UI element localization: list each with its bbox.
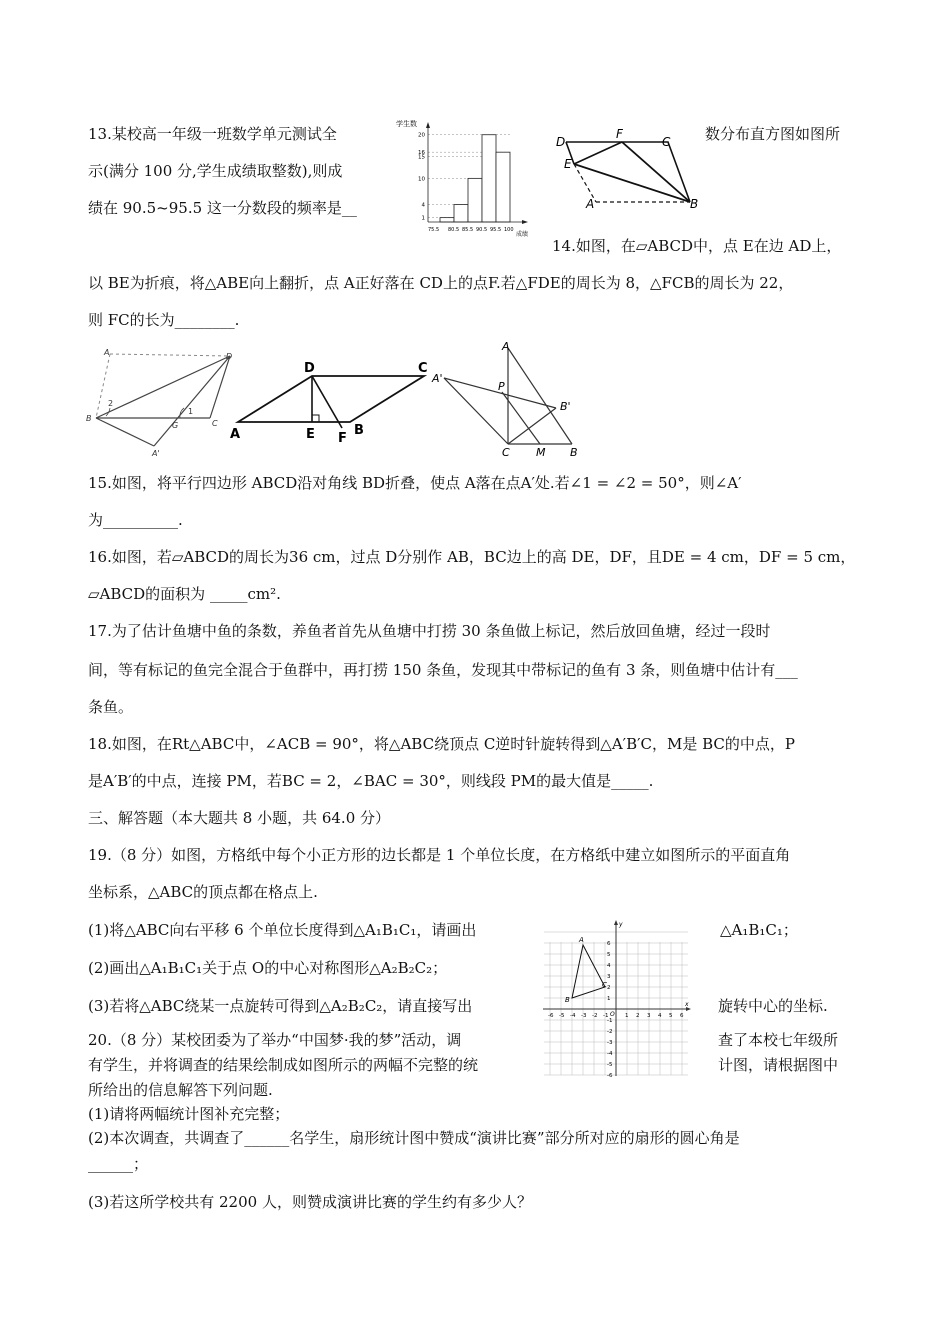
fig16-label-A: A bbox=[230, 427, 241, 442]
hist-bar bbox=[496, 152, 510, 222]
triangle-abc bbox=[572, 945, 605, 998]
grid-ytick-label: -4 bbox=[607, 1051, 613, 1057]
grid-ytick-label: 4 bbox=[607, 963, 611, 969]
grid-ytick-label: 6 bbox=[607, 941, 611, 947]
fig18-label-C: C bbox=[502, 446, 510, 459]
q20-line3: 所给出的信息解答下列问题. bbox=[88, 1081, 273, 1099]
hist-xtick-label: 75.5 bbox=[428, 227, 440, 233]
fig18-label-A: A bbox=[502, 340, 510, 353]
q13-line3: 绩在 90.5~95.5 这一分数段的频率是__ bbox=[88, 199, 357, 217]
grid-xtick-label: -6 bbox=[548, 1013, 554, 1019]
q20-line1: 20.（8 分）某校团委为了举办“中国梦·我的梦”活动，调 bbox=[88, 1031, 462, 1049]
grid-ytick-label: 3 bbox=[607, 974, 611, 980]
q20-part2: (2)本次调查，共调查了______名学生，扇形统计图中赞成“演讲比赛”部分所对应的扇形的圆心角是 bbox=[88, 1129, 740, 1147]
q20-line1-right: 查了本校七年级所 bbox=[718, 1031, 839, 1049]
figure-15 bbox=[84, 346, 244, 458]
grid-xtick-label: 4 bbox=[658, 1013, 662, 1019]
section-3-heading: 三、解答题（本大题共 8 小题，共 64.0 分） bbox=[88, 809, 391, 827]
grid-xtick-label: 2 bbox=[636, 1013, 640, 1019]
q16-line2: ▱ABCD的面积为 _____cm². bbox=[88, 585, 281, 603]
fig18-label-Ap: A' bbox=[432, 372, 443, 385]
hist-ytick-label: 15 bbox=[418, 154, 425, 161]
hist-ytick-label: 10 bbox=[418, 176, 425, 183]
grid-ytick-label: -2 bbox=[607, 1029, 613, 1035]
histogram-chart bbox=[388, 114, 538, 244]
grid-xtick-label: 3 bbox=[647, 1013, 651, 1019]
q20-part2b: ______； bbox=[88, 1155, 149, 1173]
grid-xtick-label: -2 bbox=[592, 1013, 598, 1019]
grid-y-arrow bbox=[614, 920, 618, 925]
q19-part2: (2)画出△A₁B₁C₁关于点 O的中心对称图形△A₂B₂C₂； bbox=[88, 959, 448, 977]
grid-ytick-label: 1 bbox=[607, 996, 611, 1002]
grid-label-A: A bbox=[579, 936, 584, 944]
fig18-label-Bp: B' bbox=[560, 400, 571, 413]
grid-ytick-label: 2 bbox=[607, 985, 611, 991]
q19-line2: 坐标系，△ABC的顶点都在格点上. bbox=[88, 883, 318, 901]
hist-ytick-label: 1 bbox=[421, 215, 425, 222]
hist-bar bbox=[468, 178, 482, 222]
q17-line2: 间，等有标记的鱼完全混合于鱼群中，再打捞 150 条鱼，发现其中带标记的鱼有 3 条，则鱼塘中估计有___ bbox=[88, 661, 798, 679]
figure-16 bbox=[228, 358, 448, 448]
hist-ytick-label: 4 bbox=[421, 202, 425, 209]
hist-xtick-label: 85.5 bbox=[462, 227, 474, 233]
q13-line1-right: 数分布直方图如图所 bbox=[705, 125, 841, 143]
fig16-label-B: B bbox=[354, 423, 364, 438]
fig14-label-E: E bbox=[564, 157, 572, 171]
hist-xtick-label: 80.5 bbox=[448, 227, 460, 233]
fig18-label-M: M bbox=[536, 446, 546, 459]
hist-bar bbox=[482, 135, 496, 222]
fig15-label-A: A bbox=[104, 348, 110, 357]
grid-xtick-label: 6 bbox=[680, 1013, 684, 1019]
fig15-label-C: C bbox=[212, 419, 218, 428]
hist-x-arrow bbox=[522, 220, 528, 224]
grid-ytick-label: -6 bbox=[607, 1073, 613, 1079]
q19-part3: (3)若将△ABC绕某一点旋转可得到△A₂B₂C₂，请直接写出 bbox=[88, 997, 473, 1015]
hist-xtick-label: 90.5 bbox=[476, 227, 488, 233]
q20-line2: 有学生，并将调查的结果绘制成如图所示的两幅不完整的统 bbox=[88, 1056, 479, 1074]
fig15-label-2: 2 bbox=[108, 399, 114, 408]
q20-line2-right: 计图，请根据图中 bbox=[718, 1056, 839, 1074]
fig14-label-D: D bbox=[556, 135, 566, 149]
q19-part1-right: △A₁B₁C₁； bbox=[720, 921, 798, 939]
fig16-label-E: E bbox=[306, 427, 315, 442]
hist-ylabel: 学生数 bbox=[396, 120, 417, 128]
q14-line2: 以 BE为折痕，将△ABE向上翻折，点 A正好落在 CD上的点F.若△FDE的周长为 8，△FCB的周长为 22， bbox=[88, 274, 794, 292]
figure-18 bbox=[430, 340, 590, 460]
hist-xtick-label: 95.5 bbox=[490, 227, 502, 233]
q14-line3: 则 FC的长为________. bbox=[88, 311, 240, 329]
q13-line1: 13.某校高一年级一班数学单元测试全 bbox=[88, 125, 337, 143]
fig16-label-D: D bbox=[304, 361, 315, 376]
q17-line3: 条鱼。 bbox=[88, 698, 134, 716]
grid-xtick-label: -1 bbox=[603, 1013, 609, 1019]
fig14-label-C: C bbox=[662, 135, 671, 149]
grid-origin: O bbox=[610, 1011, 615, 1018]
grid-label-C: C bbox=[602, 981, 607, 989]
fig16-label-F: F bbox=[338, 431, 347, 446]
q13-line2: 示(满分 100 分,学生成绩取整数),则成 bbox=[88, 162, 343, 180]
hist-xtick-label: 100 bbox=[504, 227, 514, 233]
q15-line1: 15.如图，将平行四边形 ABCD沿对角线 BD折叠，使点 A落在点A′处.若∠1 = ∠2 = 50°，则∠A′ bbox=[88, 474, 742, 492]
q20-part1: (1)请将两幅统计图补充完整； bbox=[88, 1105, 290, 1123]
hist-y-arrow bbox=[426, 122, 430, 128]
q19-line1: 19.（8 分）如图，方格纸中每个小正方形的边长都是 1 个单位长度，在方格纸中建立如图所示的平面直角 bbox=[88, 846, 791, 864]
q14-line1: 14.如图，在▱ABCD中，点 E在边 AD上， bbox=[552, 237, 842, 255]
grid-xtick-label: -5 bbox=[559, 1013, 565, 1019]
grid-ytick-label: -3 bbox=[607, 1040, 613, 1046]
q18-line1: 18.如图，在Rt△ABC中，∠ACB = 90°，将△ABC绕顶点 C逆时针旋转得到△A′B′C，M是 BC的中点，P bbox=[88, 735, 795, 753]
q19-part1: (1)将△ABC向右平移 6 个单位长度得到△A₁B₁C₁，请画出 bbox=[88, 921, 477, 939]
grid-xtick-label: -4 bbox=[570, 1013, 576, 1019]
fig14-label-A: A bbox=[586, 197, 595, 211]
fig18-label-B: B bbox=[570, 446, 578, 459]
grid-xlabel: x bbox=[685, 1001, 689, 1008]
hist-bar bbox=[440, 218, 454, 222]
fig18-label-P: P bbox=[498, 380, 505, 393]
hist-xlabel: 成绩 bbox=[516, 231, 529, 238]
fig15-label-D: D bbox=[226, 352, 233, 361]
fig14-label-F: F bbox=[616, 127, 623, 141]
hist-ytick-label: 16 bbox=[418, 150, 425, 157]
grid-ytick-label: -5 bbox=[607, 1062, 613, 1068]
grid-ytick-label: 5 bbox=[607, 952, 611, 958]
q20-part3: (3)若这所学校共有 2200 人，则赞成演讲比赛的学生约有多少人？ bbox=[88, 1193, 532, 1211]
q19-part3-right: 旋转中心的坐标. bbox=[718, 997, 828, 1015]
hist-ytick-label: 20 bbox=[418, 132, 425, 139]
fig15-label-B: B bbox=[86, 414, 92, 423]
q18-line2: 是A′B′的中点，连接 PM，若BC = 2，∠BAC = 30°，则线段 PM的最大值是_____. bbox=[88, 772, 654, 790]
fig16-label-C: C bbox=[418, 361, 428, 376]
hist-bar bbox=[454, 205, 468, 222]
grid-ytick-label: -1 bbox=[607, 1018, 613, 1024]
grid-xtick-label: -3 bbox=[581, 1013, 587, 1019]
grid-xtick-label: 5 bbox=[669, 1013, 673, 1019]
fig15-label-G: G bbox=[172, 421, 179, 430]
q16-line1: 16.如图，若▱ABCD的周长为36 cm，过点 D分别作 AB，BC边上的高 DE，DF，且DE = 4 cm，DF = 5 cm， bbox=[88, 548, 856, 566]
fig15-label-Ap: A' bbox=[152, 449, 160, 458]
grid-xtick-label: 1 bbox=[625, 1013, 629, 1019]
fig14-label-B: B bbox=[690, 197, 699, 211]
grid-label-B: B bbox=[565, 996, 570, 1004]
q15-line2: 为__________. bbox=[88, 511, 183, 529]
coordinate-grid bbox=[541, 920, 691, 1078]
fig15-label-1: 1 bbox=[188, 407, 194, 416]
q17-line1: 17.为了估计鱼塘中鱼的条数，养鱼者首先从鱼塘中打捞 30 条鱼做上标记，然后放回鱼塘，经过一段时 bbox=[88, 622, 771, 640]
grid-ylabel: y bbox=[619, 921, 623, 928]
figure-14 bbox=[552, 126, 702, 216]
